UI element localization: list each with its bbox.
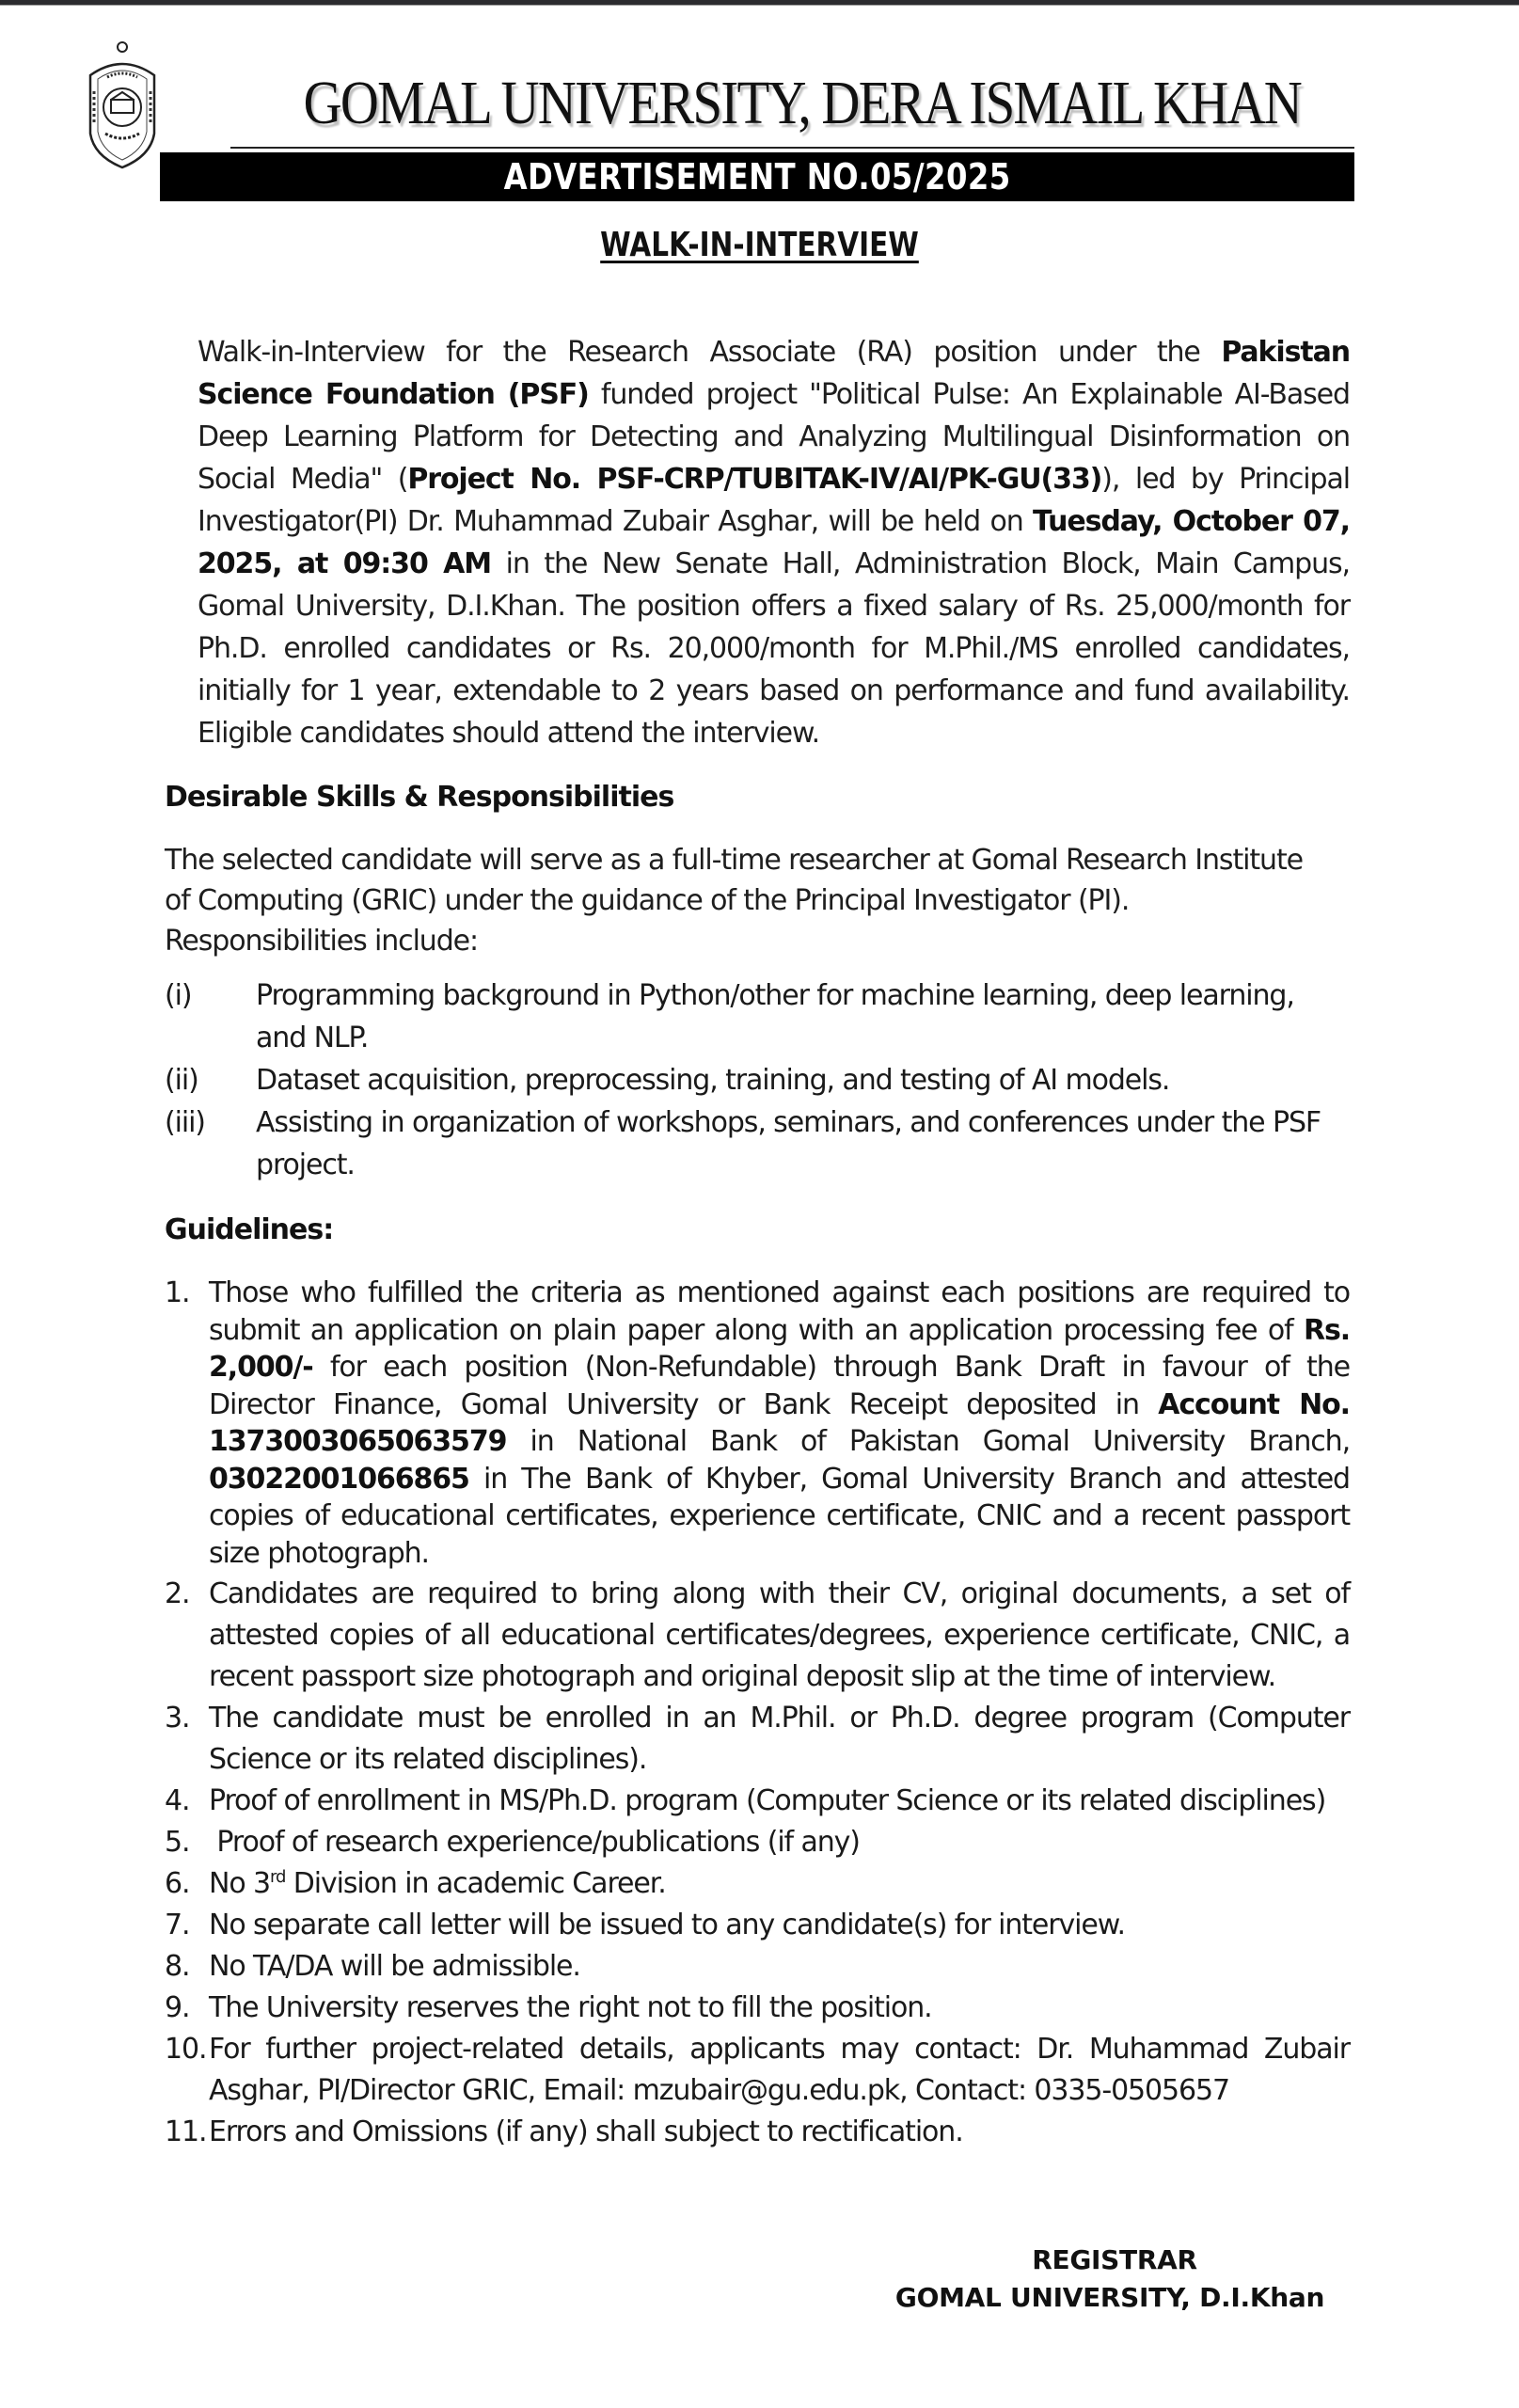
guideline-item <box>165 1574 1350 1698</box>
list-item-number: (i) <box>165 979 192 1012</box>
guideline-text-part: No 3 <box>209 1867 271 1900</box>
guideline-text-part: Those who fulfilled the criteria as mentioned against each positions are required to submit an application on plain paper along with an application processing fee of <box>209 1276 1350 1347</box>
intro-text: Walk-in-Interview for the Research Associate (RA) position under the <box>198 336 1222 369</box>
intro-text: in the New Senate Hall, Administration Block, Main Campus, Gomal University, D.I.Khan. The position offers a fixed salary of Rs. 25,000/month for Ph.D. enrolled candidates or Rs. 20,000/month for M.Phil./MS enrolled candidates, initially for 1 year, extendable to 2 years based on performance and fund availability. Eligible candidates should attend the interview. <box>198 547 1350 750</box>
list-item-text: Assisting in organization of workshops, seminars, and conferences under the PSF project. <box>256 1106 1321 1181</box>
university-title: GOMAL UNIVERSITY, DERA ISMAIL KHAN <box>303 69 1302 137</box>
signature-block <box>847 2242 1373 2317</box>
list-item <box>165 1059 1350 1101</box>
guideline-text: The candidate must be enrolled in an M.Phil. or Ph.D. degree program (Computer Science or its related disciplines). <box>209 1702 1350 1776</box>
list-item-number: (ii) <box>165 1064 198 1097</box>
intro-text: funded project "Political Pulse: An Explainable AI-Based Deep Learning Platform for Detecting and Analyzing Multilingual Disinformation on Social Media" ( <box>198 378 1350 496</box>
intro-text: ), led by Principal Investigator(PI) Dr. Muhammad Zubair Asghar, will be held on <box>198 463 1351 538</box>
guideline-item <box>165 1781 1350 1822</box>
guideline-text: No TA/DA will be admissible. <box>209 1950 580 1983</box>
funding-agency: Pakistan Science Foundation (PSF) <box>198 336 1350 411</box>
guideline-number: 8. <box>165 1950 190 1983</box>
guideline-number: 1. <box>165 1276 190 1309</box>
guideline-item <box>165 2112 1350 2153</box>
guideline-text-part: Division in academic Career. <box>285 1867 666 1900</box>
guideline-number: 2. <box>165 1577 190 1610</box>
guideline-item <box>165 1822 1350 1863</box>
guideline-item <box>165 1905 1350 1946</box>
guideline-item <box>165 1698 1350 1781</box>
application-fee: Rs. 2,000/- <box>209 1313 1350 1384</box>
guideline-item <box>165 1988 1350 2029</box>
guideline-item <box>165 1275 1350 1572</box>
guideline-text: No separate call letter will be issued to any candidate(s) for interview. <box>209 1909 1125 1941</box>
list-item-text: Programming background in Python/other for machine learning, deep learning, and NLP. <box>256 979 1294 1054</box>
list-item-number: (iii) <box>165 1106 205 1139</box>
guideline-number: 5. <box>165 1826 190 1859</box>
ordinal-suffix: rd <box>270 1867 286 1887</box>
advertisement-banner <box>160 152 1354 201</box>
guideline-number: 7. <box>165 1909 190 1941</box>
university-crest-icon <box>85 40 160 171</box>
guideline-item <box>165 1946 1350 1988</box>
guideline-item <box>165 2029 1350 2112</box>
guideline-text-part: for each position (Non-Refundable) through Bank Draft in favour of the Director Finance, Gomal University or Bank Receipt deposited in <box>209 1351 1350 1421</box>
list-item <box>165 1101 1350 1186</box>
guideline-text-part: in The Bank of Khyber, Gomal University Branch and attested copies of educational certificates, experience certificate, CNIC and a recent passport size photograph. <box>209 1462 1350 1570</box>
header-rule <box>230 147 1354 149</box>
advertisement-number: ADVERTISEMENT NO.05/2025 <box>503 156 1011 198</box>
guideline-text: Candidates are required to bring along with their CV, original documents, a set of attested copies of all educational certificates/degrees, experience certificate, CNIC, a recent passport size photograph and original deposit slip at the time of interview. <box>209 1577 1350 1693</box>
signatory-title: REGISTRAR <box>1032 2244 1197 2275</box>
guideline-text: The University reserves the right not to fill the position. <box>209 1991 932 2024</box>
guideline-text <box>209 1863 1350 1905</box>
guideline-number: 9. <box>165 1991 190 2024</box>
bok-account-number: 03022001066865 <box>209 1462 469 1496</box>
interview-datetime: Tuesday, October 07, 2025, at 09:30 AM <box>198 505 1350 580</box>
guideline-number: 6. <box>165 1867 190 1900</box>
signatory-organization: GOMAL UNIVERSITY, D.I.Khan <box>894 2282 1325 2313</box>
skills-heading: Desirable Skills & Responsibilities <box>165 781 674 814</box>
guidelines-heading: Guidelines: <box>165 1213 334 1246</box>
guideline-text-part: in National Bank of Pakistan Gomal University Branch, <box>506 1425 1350 1458</box>
guideline-number: 10. <box>165 2033 207 2066</box>
list-item-text: Dataset acquisition, preprocessing, training, and testing of AI models. <box>256 1064 1170 1097</box>
guidelines-list <box>165 1275 1350 2153</box>
guideline-text: Proof of research experience/publications (if any) <box>209 1826 860 1859</box>
list-item <box>165 974 1350 1059</box>
walk-in-interview-title: WALK-IN-INTERVIEW <box>600 226 919 264</box>
skills-description <box>165 840 1331 961</box>
responsibilities-lead-in: Responsibilities include: <box>165 925 479 958</box>
guideline-number: 3. <box>165 1702 190 1735</box>
nbp-account-number: Account No. 1373003065063579 <box>209 1387 1350 1458</box>
guideline-number: 11. <box>165 2115 207 2148</box>
guideline-text: Proof of enrollment in MS/Ph.D. program (Computer Science or its related disciplines) <box>209 1784 1326 1817</box>
intro-paragraph <box>198 331 1350 754</box>
guideline-text: For further project-related details, applicants may contact: Dr. Muhammad Zubair Asghar, PI/Director GRIC, Email: mzubair@gu.edu.pk, Contact: 0335-0505657 <box>209 2033 1350 2107</box>
responsibilities-list <box>165 974 1350 1186</box>
project-number: Project No. PSF-CRP/TUBITAK-IV/AI/PK-GU(33) <box>407 463 1102 496</box>
skills-description-text: The selected candidate will serve as a full-time researcher at Gomal Research Institute of Computing (GRIC) under the guidance of the Principal Investigator (PI). <box>165 844 1303 917</box>
window-top-strip <box>0 0 1519 6</box>
guideline-item <box>165 1863 1350 1905</box>
guideline-text <box>209 1275 1350 1572</box>
notice-type-heading <box>0 226 1519 264</box>
guideline-text: Errors and Omissions (if any) shall subject to rectification. <box>209 2115 963 2148</box>
guideline-number: 4. <box>165 1784 190 1817</box>
